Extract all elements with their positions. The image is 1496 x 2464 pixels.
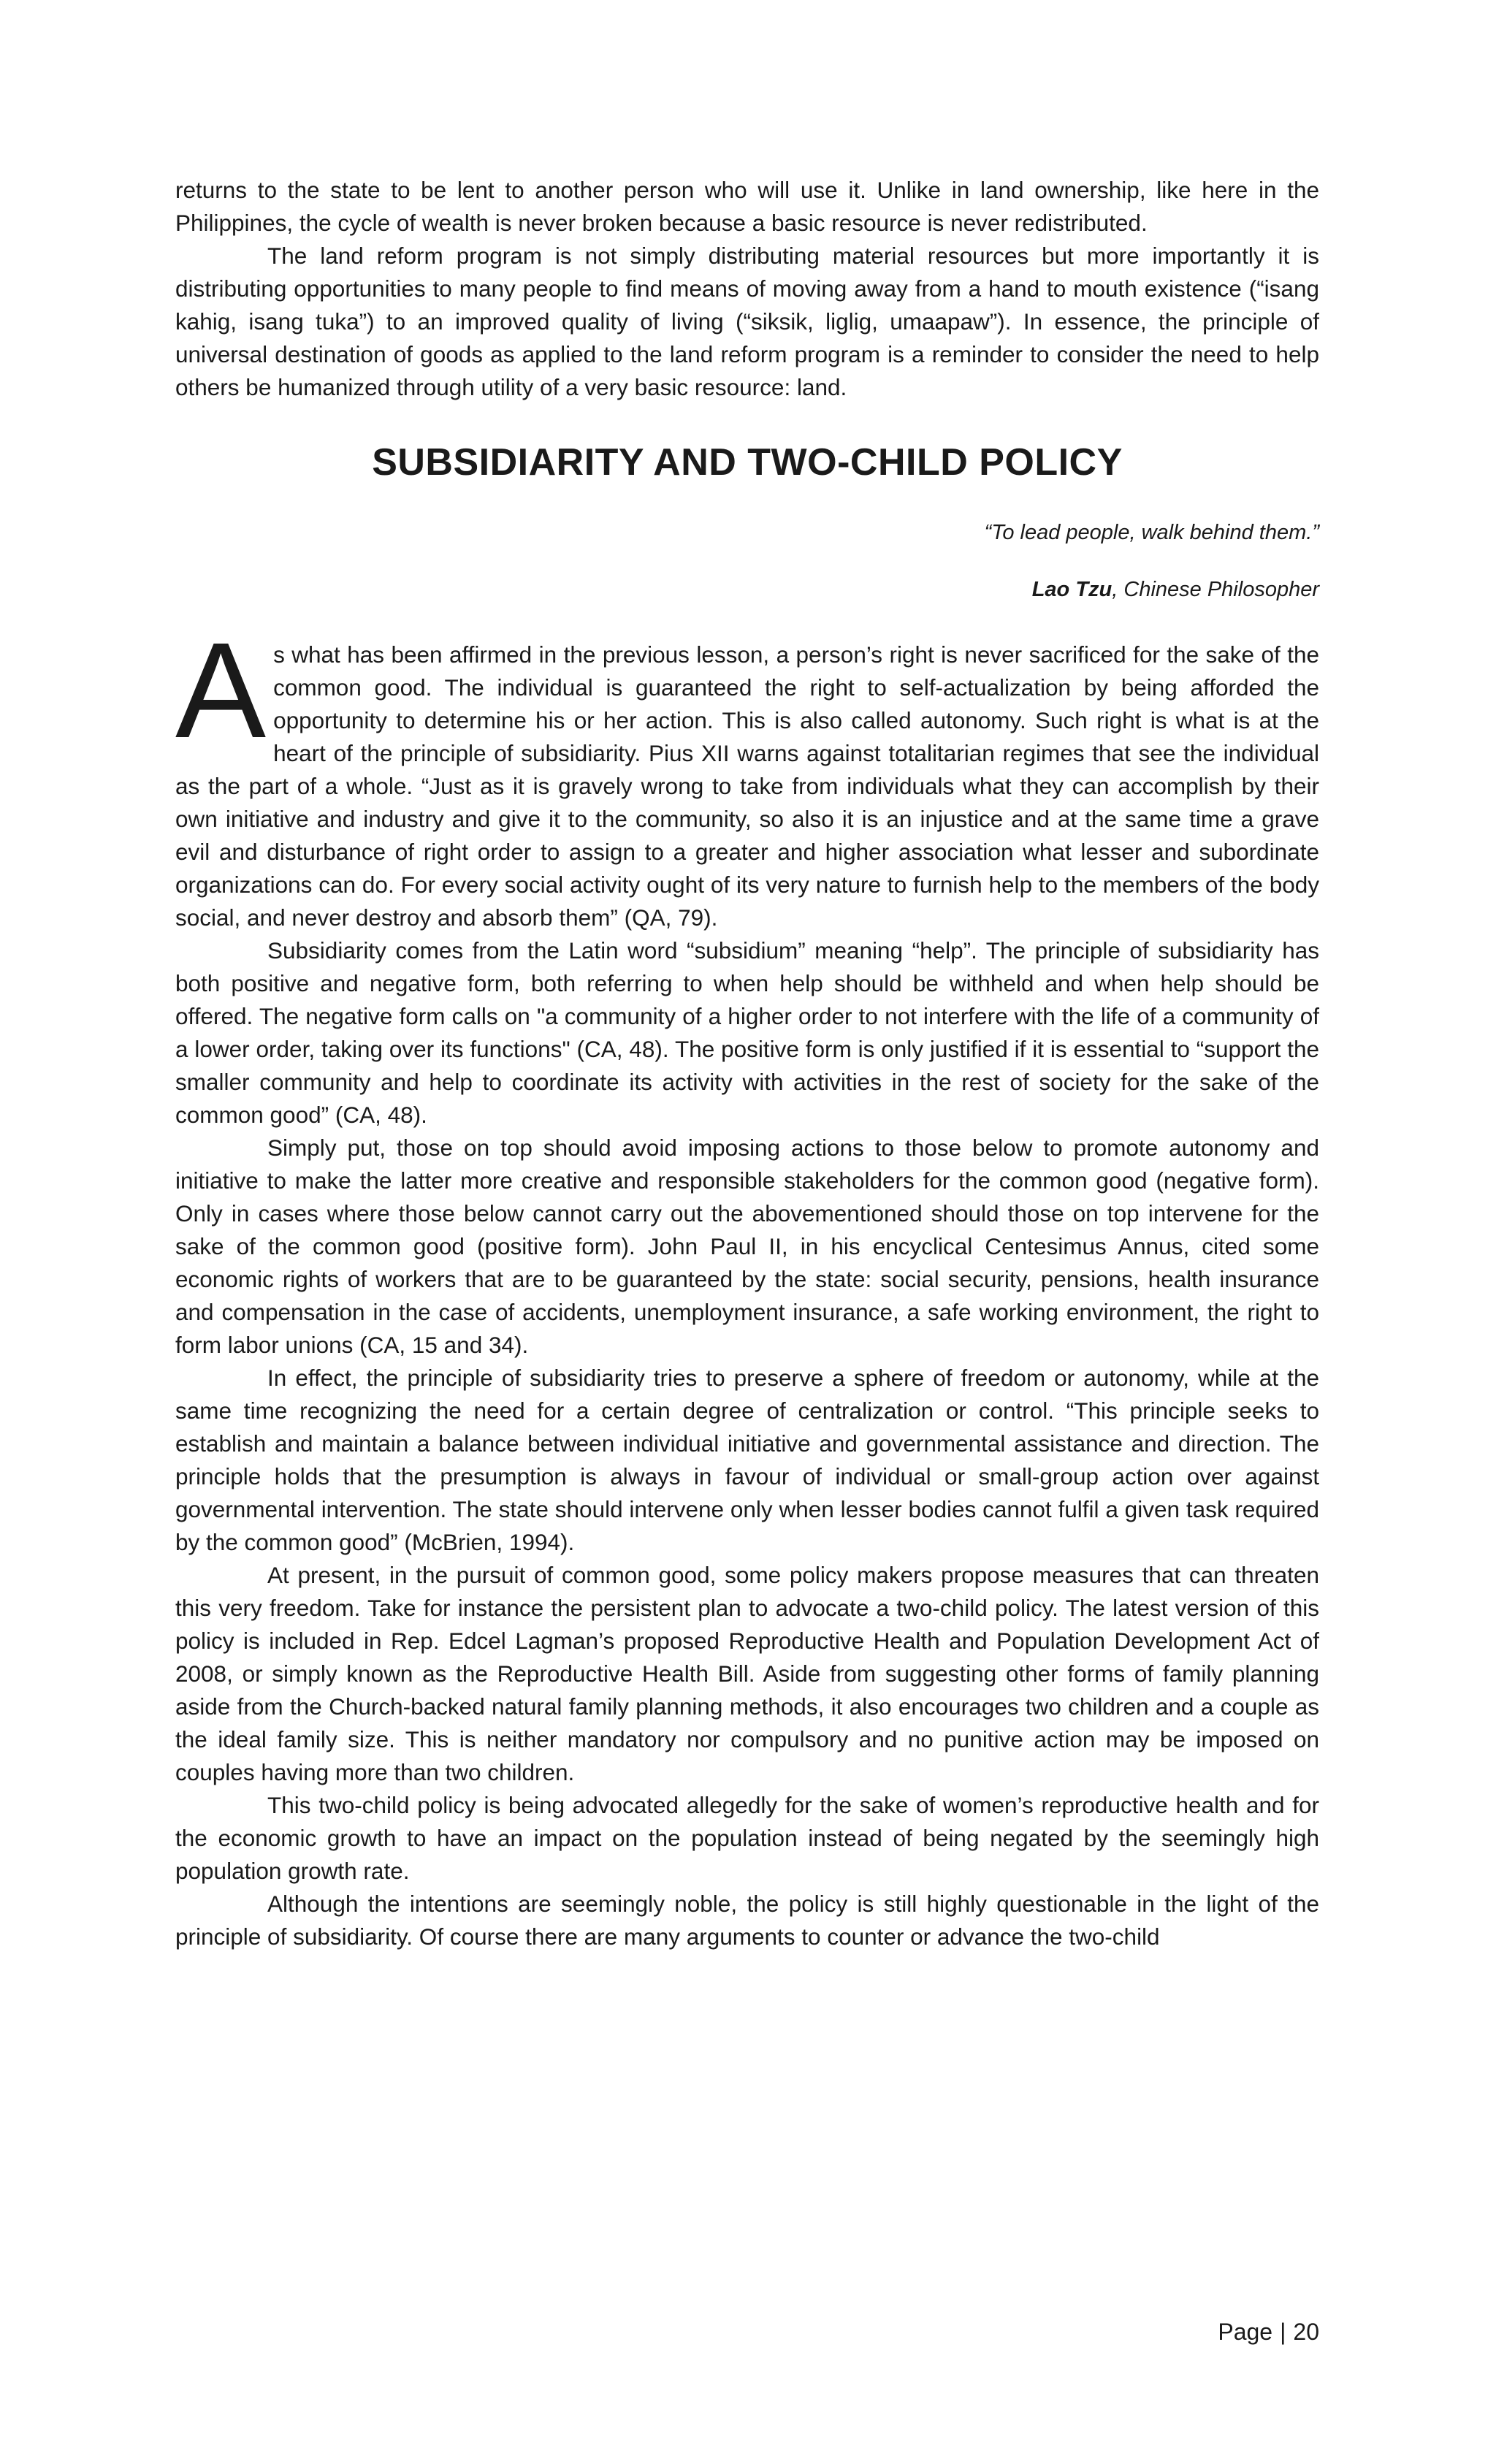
continued-paragraph: returns to the state to be lent to another person who will use it. Unlike in land ownership, like here in the Philippines, the cycle of wealth is never broken because a basic resource is never redistributed. — [175, 177, 1319, 236]
epigraph-author-role: , Chinese Philosopher — [1112, 578, 1319, 601]
section-title: SUBSIDIARITY AND TWO-CHILD POLICY — [372, 441, 1123, 484]
drop-cap: A — [175, 615, 267, 766]
page-number: 20 — [1293, 2319, 1319, 2345]
epigraph-attribution — [175, 575, 1319, 604]
in-effect-paragraph: In effect, the principle of subsidiarity tries to preserve a sphere of freedom or autonomy, while at the same time recognizing the need for a certain degree of centralization or control. “This principle seeks to establish and maintain a balance between individual initiative and governmental assistance and direction. The principle holds that the presumption is always in favour of individual or small-group action over against governmental intervention. The state should intervene only when lesser bodies cannot fulfil a given task required by the common good” (McBrien, 1994). — [175, 1365, 1319, 1555]
two-child-policy-paragraph: This two-child policy is being advocated allegedly for the sake of women’s reproductive health and for the economic growth to have an impact on the population instead of being negated by the seemingly high population growth rate. — [175, 1792, 1319, 1884]
opening-paragraph-text: s what has been affirmed in the previous lesson, a person’s right is never sacrificed for the sake of the common good. The individual is guaranteed the right to self-actualization by being afforded the opportunity to determine his or her action. This is also called autonomy. Such right is what is at the heart of the principle of subsidiarity. Pius XII warns against totalitarian regimes that see the individual as the part of a whole. “Just as it is gravely wrong to take from individuals what they can accomplish by their own initiative and industry and give it to the community, so also it is an injustice and at the same time a grave evil and disturbance of right order to assign to a greater and higher association what lesser and subordinate organizations can do. For every social activity ought of its very nature to furnish help to the members of the body social, and never destroy and absorb them” (QA, 79). — [175, 641, 1319, 931]
simply-put-paragraph: Simply put, those on top should avoid imposing actions to those below to promote autonomy and initiative to make the latter more creative and responsible stakeholders for the common good (negative form). Only in cases where those below cannot carry out the abovementioned should those on top intervene for the sake of the common good (positive form). John Paul II, in his encyclical Centesimus Annus, cited some economic rights of workers that are to be guaranteed by the state: social security, pensions, health insurance and compensation in the case of accidents, unemployment insurance, a safe working environment, the right to form labor unions (CA, 15 and 34). — [175, 1134, 1319, 1358]
although-paragraph: Although the intentions are seemingly noble, the policy is still highly questionable in the light of the principle of subsidiarity. Of course there are many arguments to counter or advance the two-child — [175, 1891, 1319, 1950]
subsidiarity-definition-paragraph: Subsidiarity comes from the Latin word “subsidium” meaning “help”. The principle of subsidiarity has both positive and negative form, both referring to when help should be withheld and when help should be offered. The negative form calls on "a community of a higher order to not interfere with the life of a community of a lower order, taking over its functions" (CA, 48). The positive form is only justified if it is essential to “support the smaller community and help to coordinate its activity with activities in the rest of society for the sake of the common good” (CA, 48). — [175, 937, 1319, 1128]
document-page — [175, 174, 1319, 1953]
at-present-paragraph: At present, in the pursuit of common good, some policy makers propose measures that can threaten this very freedom. Take for instance the persistent plan to advocate a two-child policy. The latest version of this policy is included in Rep. Edcel Lagman’s proposed Reproductive Health and Population Development Act of 2008, or simply known as the Reproductive Health Bill. Aside from suggesting other forms of family planning aside from the Church-backed natural family planning methods, it also encourages two children and a couple as the ideal family size. This is neither mandatory nor compulsory and no punitive action may be imposed on couples having more than two children. — [175, 1562, 1319, 1785]
epigraph-author: Lao Tzu — [1031, 578, 1113, 601]
opening-paragraph — [175, 615, 1319, 934]
page-footer — [1218, 2317, 1319, 2346]
land-reform-paragraph: The land reform program is not simply distributing material resources but more importantly it is distributing opportunities to many people to find means of moving away from a hand to mouth existence (“isang kahig, isang tuka”) to an improved quality of living (“siksik, liglig, umaapaw”). In essence, the principle of universal destination of goods as applied to the land reform program is a reminder to consider the need to help others be humanized through utility of a very basic resource: land. — [175, 243, 1319, 400]
page-label: Page — [1218, 2319, 1273, 2345]
epigraph-quote: “To lead people, walk behind them.” — [984, 521, 1319, 544]
page-separator: | — [1280, 2319, 1286, 2345]
